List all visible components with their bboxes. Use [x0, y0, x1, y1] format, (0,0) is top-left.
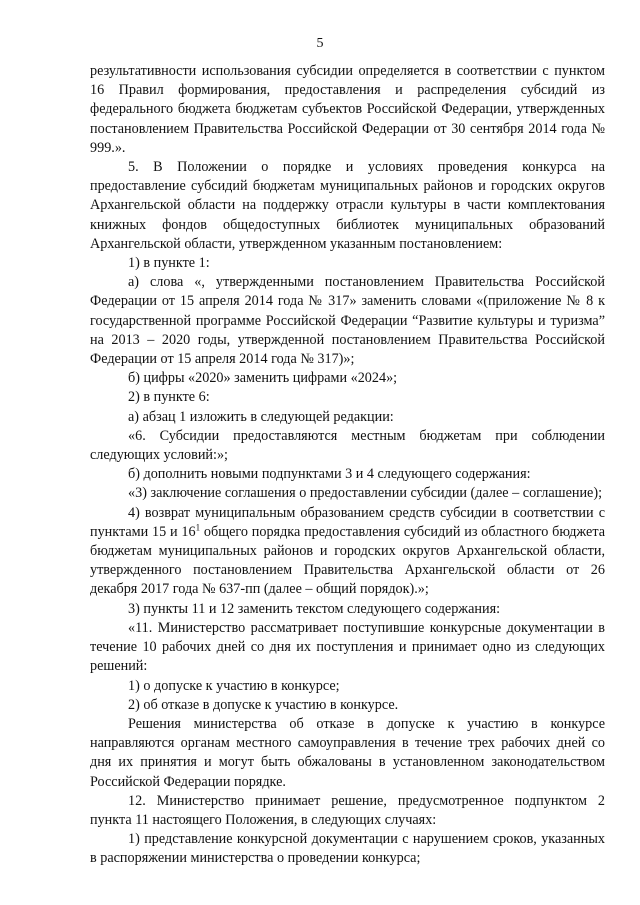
text-segment: общего порядка предоставления субсидий из областного бюджета бюджетам муниципальных районов и городских округов Архангельской области, утвержденного постановлением Правительства Архангельской области от 26 декабря 2017 года № 637-пп (далее – общий порядок).»; [90, 523, 605, 598]
paragraph: а) слова «, утвержденными постановлением Правительства Российской Федерации от 15 апреля 2014 года № 317» заменить словами «(приложение № 8 к государственной программе Российской Федерации “Развитие культуры и туризма” на 2013 – 2020 годы, утвержденной постановлением Правительства Российской Федерации от 15 апреля 2014 года № 317)»; [90, 274, 605, 368]
paragraph-with-superscript [90, 504, 605, 600]
superscript: 1 [195, 522, 201, 533]
paragraph: Решения министерства об отказе в допуске к участию в конкурсе направляются органам местного самоуправления в течение трех рабочих дней со дня их принятия и могут быть обжалованы в установленном законодательством Российской Федерации порядке. [90, 715, 605, 790]
paragraph: «11. Министерство рассматривает поступившие конкурсные документации в течение 10 рабочих дней со дня их поступления и принимает одно из следующих решений: [90, 619, 605, 675]
paragraph: 3) пункты 11 и 12 заменить текстом следующего содержания: [128, 600, 501, 617]
page-number: 5 [316, 36, 324, 51]
paragraph: 1) в пункте 1: [128, 255, 210, 272]
paragraph: 2) в пункте 6: [128, 389, 210, 406]
paragraph: 1) представление конкурсной документации с нарушением сроков, указанных в распоряжении министерства о проведении конкурса; [90, 831, 605, 867]
paragraph: б) цифры «2020» заменить цифрами «2024»; [128, 370, 398, 387]
paragraph: «6. Субсидии предоставляются местным бюджетам при соблюдении следующих условий:»; [90, 427, 605, 464]
text-segment: 4) возврат муниципальным образованием средств субсидии в соответствии с пунктами 15 и 16 [90, 504, 605, 540]
paragraph-item-5: 5. В Положении о порядке и условиях проведения конкурса на предоставление субсидий бюджетам муниципальных районов и городских округов Архангельской области на поддержку отрасли культуры в части комплектования книжных фондов общедоступных библиотек муниципальных образований Архангельской области, утвержденном указанным постановлением: [90, 159, 605, 252]
paragraph: 12. Министерство принимает решение, предусмотренное подпунктом 2 пункта 11 настоящего Положения, в следующих случаях: [90, 792, 605, 828]
paragraph: «3) заключение соглашения о предоставлении субсидии (далее – соглашение); [128, 485, 603, 502]
paragraph: 2) об отказе в допуске к участию в конкурсе. [128, 696, 399, 713]
document-body [90, 62, 605, 869]
paragraph: результативности использования субсидии определяется в соответствии с пунктом 16 Правил формирования, предоставления и распределения субсидий из федерального бюджета бюджетам субъектов Российской Федерации, утвержденных постановлением Правительства Российской Федерации от 30 сентября 2014 года № 999.». [90, 63, 605, 156]
paragraph: а) абзац 1 изложить в следующей редакции: [128, 408, 394, 425]
paragraph: 1) о допуске к участию в конкурсе; [128, 677, 340, 694]
paragraph: б) дополнить новыми подпунктами 3 и 4 следующего содержания: [128, 466, 531, 483]
